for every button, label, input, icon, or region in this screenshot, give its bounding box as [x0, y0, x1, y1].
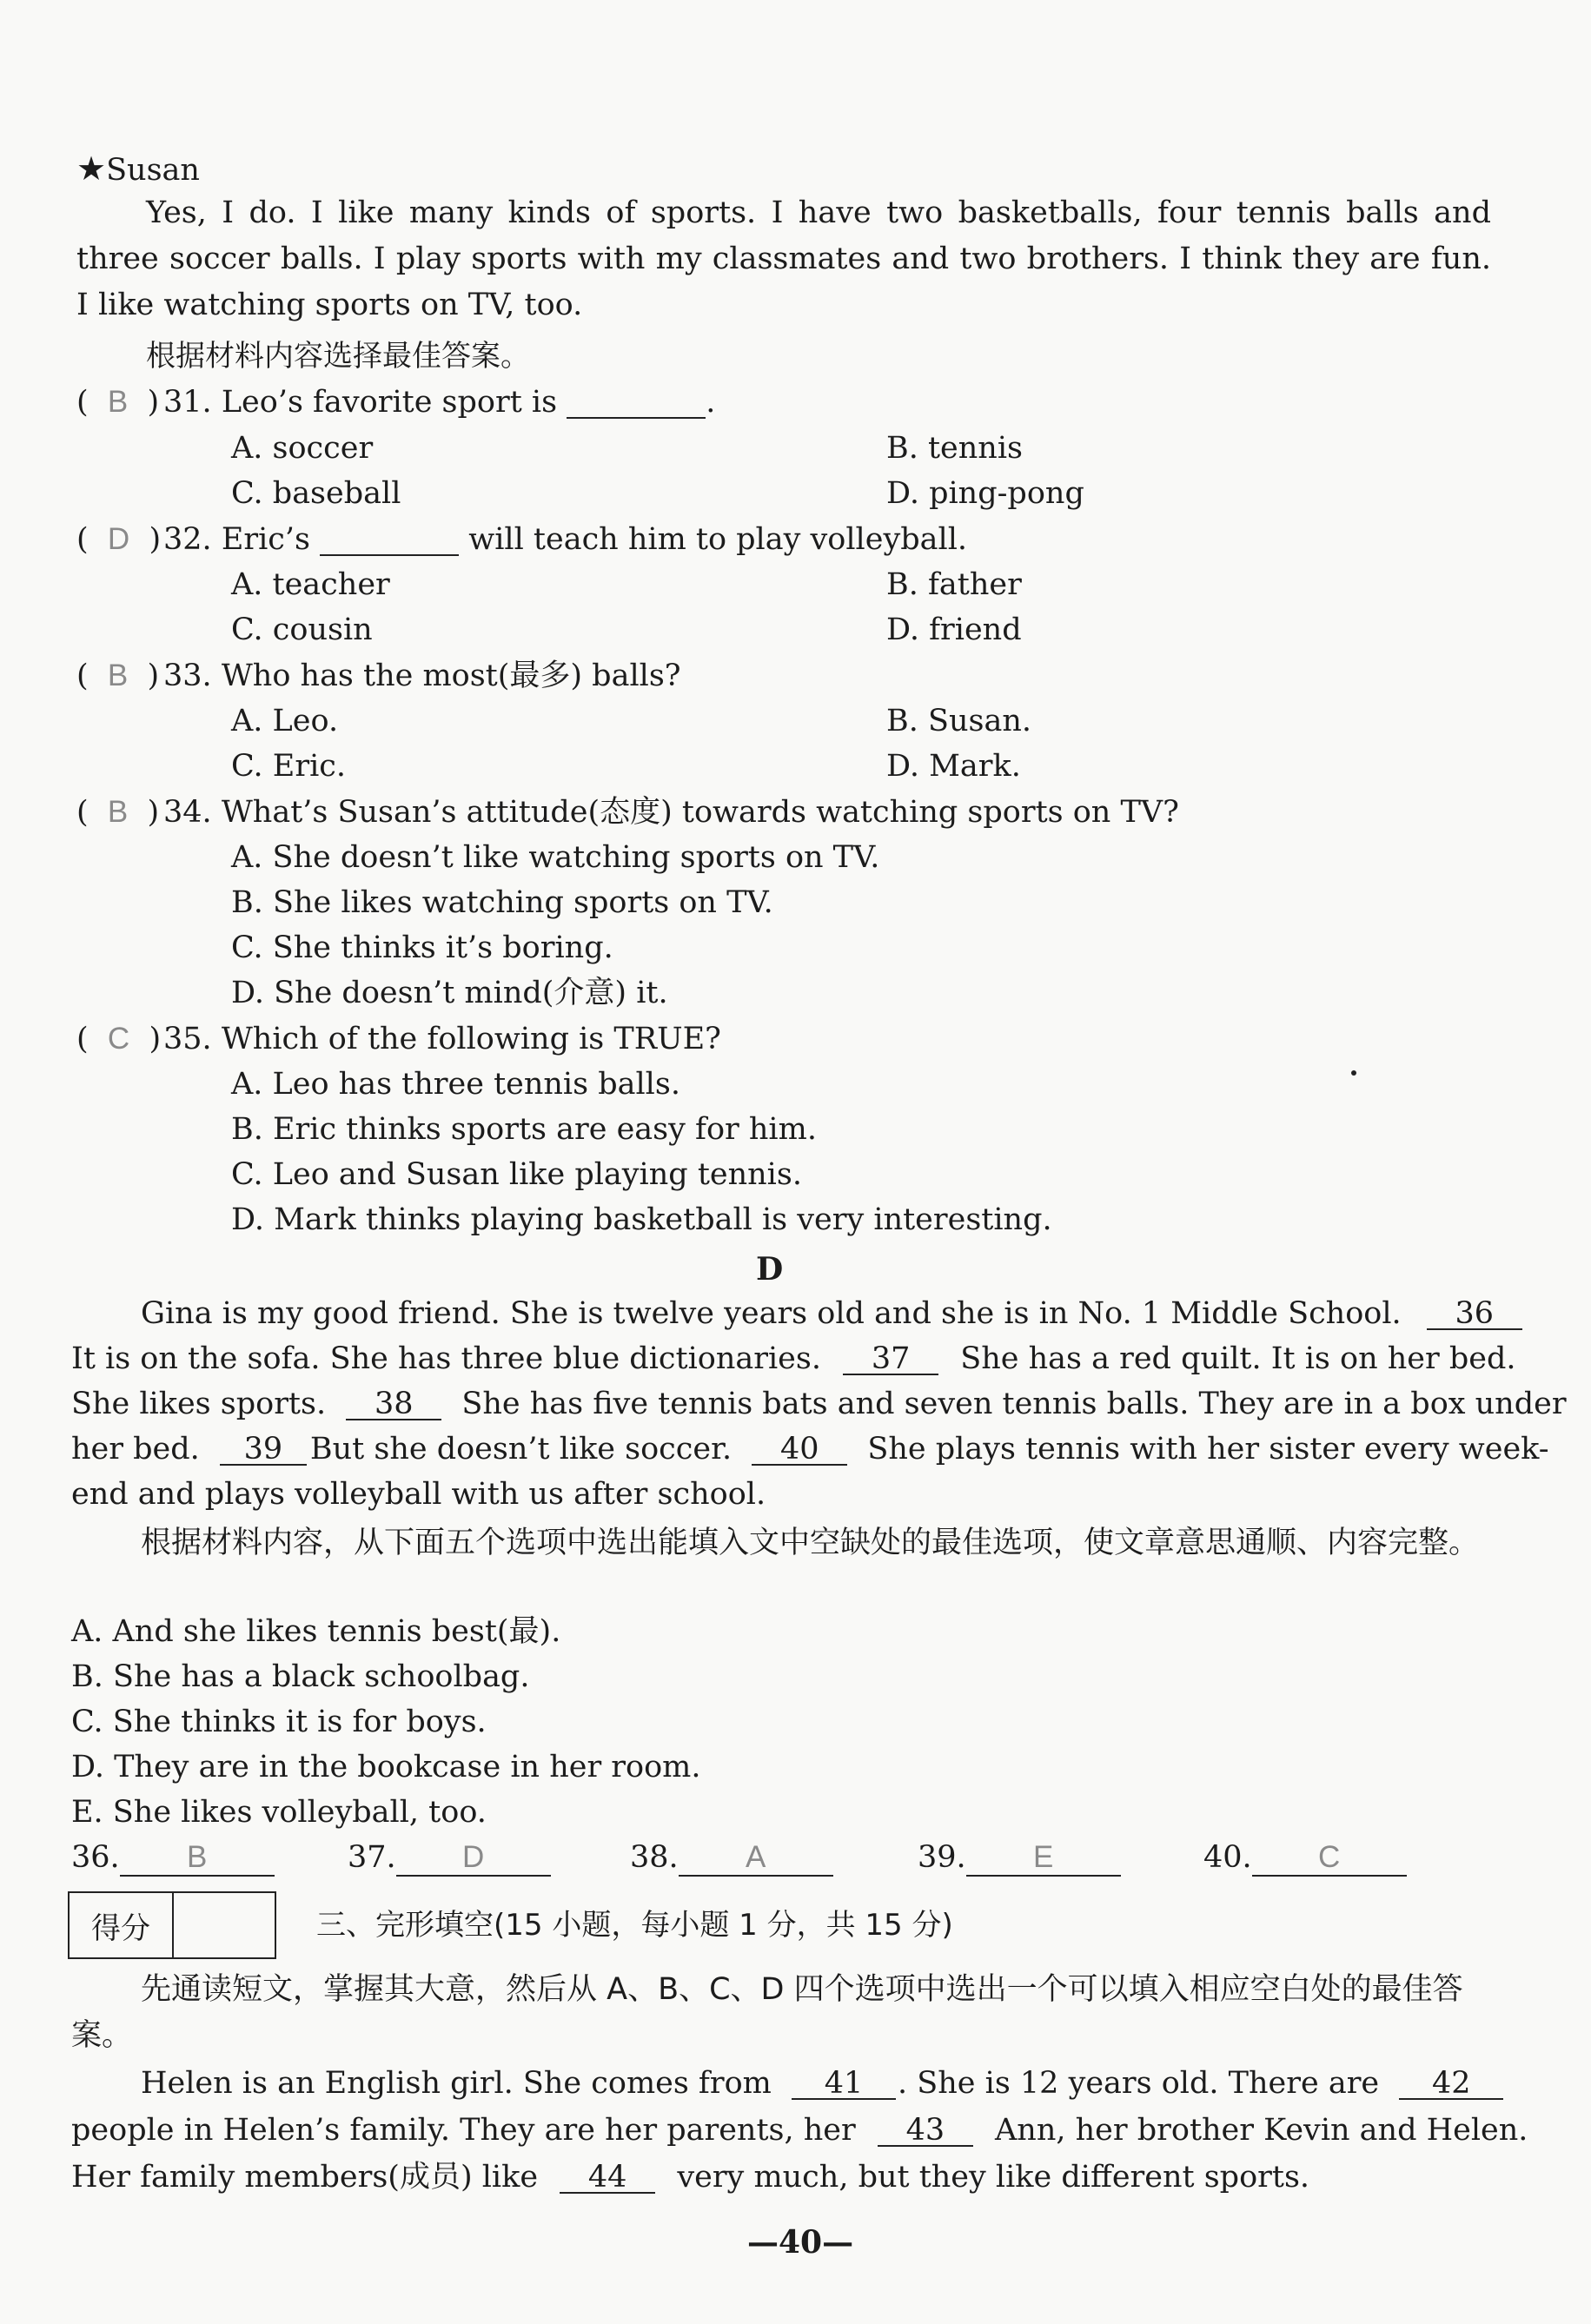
answer-31: B: [107, 385, 129, 419]
answer-40: 40. C: [1203, 1838, 1407, 1877]
q32-option-d: D. friend: [886, 612, 1022, 647]
blank-42: 42: [1399, 2069, 1503, 2100]
cloze-line-3: Her family members(成员) like 44 very much, but they like different sports.: [71, 2160, 1310, 2195]
question-34: ( B ) 34. What’s Susan’s attitude(态度) towards watching sports on TV?: [76, 795, 1179, 830]
section-d-heading: D: [756, 1251, 784, 1288]
blank-38: 38: [346, 1389, 441, 1420]
susan-heading: [76, 149, 200, 189]
q32-option-a: A. teacher: [231, 567, 390, 602]
d-instruction: 根据材料内容，从下面五个选项中选出能填入文中空缺处的最佳选项，使文章意思通顺、内容完整。: [141, 1526, 1480, 1560]
answer-32: D: [107, 522, 130, 556]
q34-option-d: D. She doesn’t mind(介意) it.: [231, 976, 668, 1010]
q34-option-a: A. She doesn’t like watching sports on TV.: [231, 840, 880, 875]
blank-32: [320, 525, 459, 556]
q35-option-d: D. Mark thinks playing basketball is very interesting.: [231, 1202, 1052, 1237]
d-line-2: It is on the sofa. She has three blue dictionaries. 37 She has a red quilt. It is on her bed.: [71, 1341, 1516, 1376]
cloze-line-1: Helen is an English girl. She comes from 41 . She is 12 years old. There are 42: [141, 2064, 1503, 2102]
d-choice-c: C. She thinks it is for boys.: [71, 1705, 487, 1739]
blank-41: 41: [792, 2069, 896, 2100]
blank-43: 43: [878, 2115, 973, 2147]
answer-33: B: [107, 659, 129, 692]
q33-option-d: D. Mark.: [886, 749, 1021, 784]
susan-paragraph: Yes, I do. I like many kinds of sports. I have two basketballs, four tennis balls and three soccer balls. I play sports with my classmates and two brothers. I think they are fun. I like watching sports on TV, too.: [76, 195, 1491, 322]
page-number: —40—: [747, 2224, 854, 2261]
blank-36: 36: [1427, 1299, 1522, 1330]
score-label: 得分: [70, 1893, 174, 1957]
question-33: ( B ) 33. Who has the most(最多) balls?: [76, 659, 681, 693]
d-choice-d: D. They are in the bookcase in her room.: [71, 1750, 701, 1784]
d-choice-e: E. She likes volleyball, too.: [71, 1795, 487, 1830]
q31-option-c: C. baseball: [231, 476, 401, 511]
answer-34: B: [107, 795, 129, 829]
q35-option-a: A. Leo has three tennis balls.: [231, 1067, 680, 1102]
q31-option-d: D. ping-pong: [886, 476, 1084, 511]
score-cell: [174, 1893, 275, 1957]
answer-35: C: [107, 1022, 130, 1056]
q33-option-a: A. Leo.: [231, 704, 339, 738]
answer-38: 38. A: [630, 1838, 833, 1877]
blank-44: 44: [560, 2162, 655, 2194]
speck-mark: [1351, 1070, 1356, 1076]
section-3-instruction: 先通读短文，掌握其大意，然后从 A、B、C、D 四个选项中选出一个可以填入相应空白处的最佳答案。: [71, 1972, 1463, 2053]
q34-option-c: C. She thinks it’s boring.: [231, 930, 613, 965]
d-choice-b: B. She has a black schoolbag.: [71, 1659, 530, 1694]
blank-40: 40: [752, 1434, 847, 1466]
question-31: ( B ) 31. Leo’s favorite sport is .: [76, 385, 716, 420]
cloze-line-2: people in Helen’s family. They are her parents, her 43 Ann, her brother Kevin and Helen.: [71, 2113, 1528, 2148]
susan-name: Susan: [106, 153, 200, 188]
answer-37: 37. D: [348, 1838, 551, 1877]
blank-31: [567, 387, 706, 419]
blank-37: 37: [843, 1344, 938, 1375]
section-c-instruction: 根据材料内容选择最佳答案。: [146, 339, 530, 374]
question-35: ( C )35. Which of the following is TRUE?: [76, 1022, 721, 1056]
q31-option-b: B. tennis: [886, 431, 1023, 466]
question-32: ( D )32. Eric’s will teach him to play volleyball.: [76, 522, 968, 557]
blank-39: 39: [220, 1434, 307, 1466]
q33-option-b: B. Susan.: [886, 704, 1031, 738]
score-box: [68, 1891, 276, 1959]
q31-option-a: A. soccer: [231, 431, 374, 466]
d-choice-a: A. And she likes tennis best(最).: [71, 1614, 561, 1649]
d-line-4: her bed. 39 But she doesn’t like soccer. 40 She plays tennis with her sister every week-: [71, 1432, 1549, 1467]
answer-36: 36. B: [71, 1838, 275, 1877]
q35-option-b: B. Eric thinks sports are easy for him.: [231, 1112, 817, 1147]
answer-39: 39. E: [918, 1838, 1121, 1877]
section-3-title: 三、完形填空(15 小题，每小题 1 分，共 15 分): [316, 1908, 953, 1943]
q33-option-c: C. Eric.: [231, 749, 346, 784]
d-line-3: She likes sports. 38 She has five tennis bats and seven tennis balls. They are in a box under: [71, 1387, 1567, 1421]
q32-option-c: C. cousin: [231, 612, 373, 647]
d-line-5: end and plays volleyball with us after school.: [71, 1477, 766, 1512]
q32-option-b: B. father: [886, 567, 1022, 602]
q34-option-b: B. She likes watching sports on TV.: [231, 885, 773, 920]
d-line-1: Gina is my good friend. She is twelve years old and she is in No. 1 Middle School. 36: [141, 1294, 1522, 1333]
star-icon: ★: [76, 149, 107, 188]
q35-option-c: C. Leo and Susan like playing tennis.: [231, 1157, 802, 1192]
